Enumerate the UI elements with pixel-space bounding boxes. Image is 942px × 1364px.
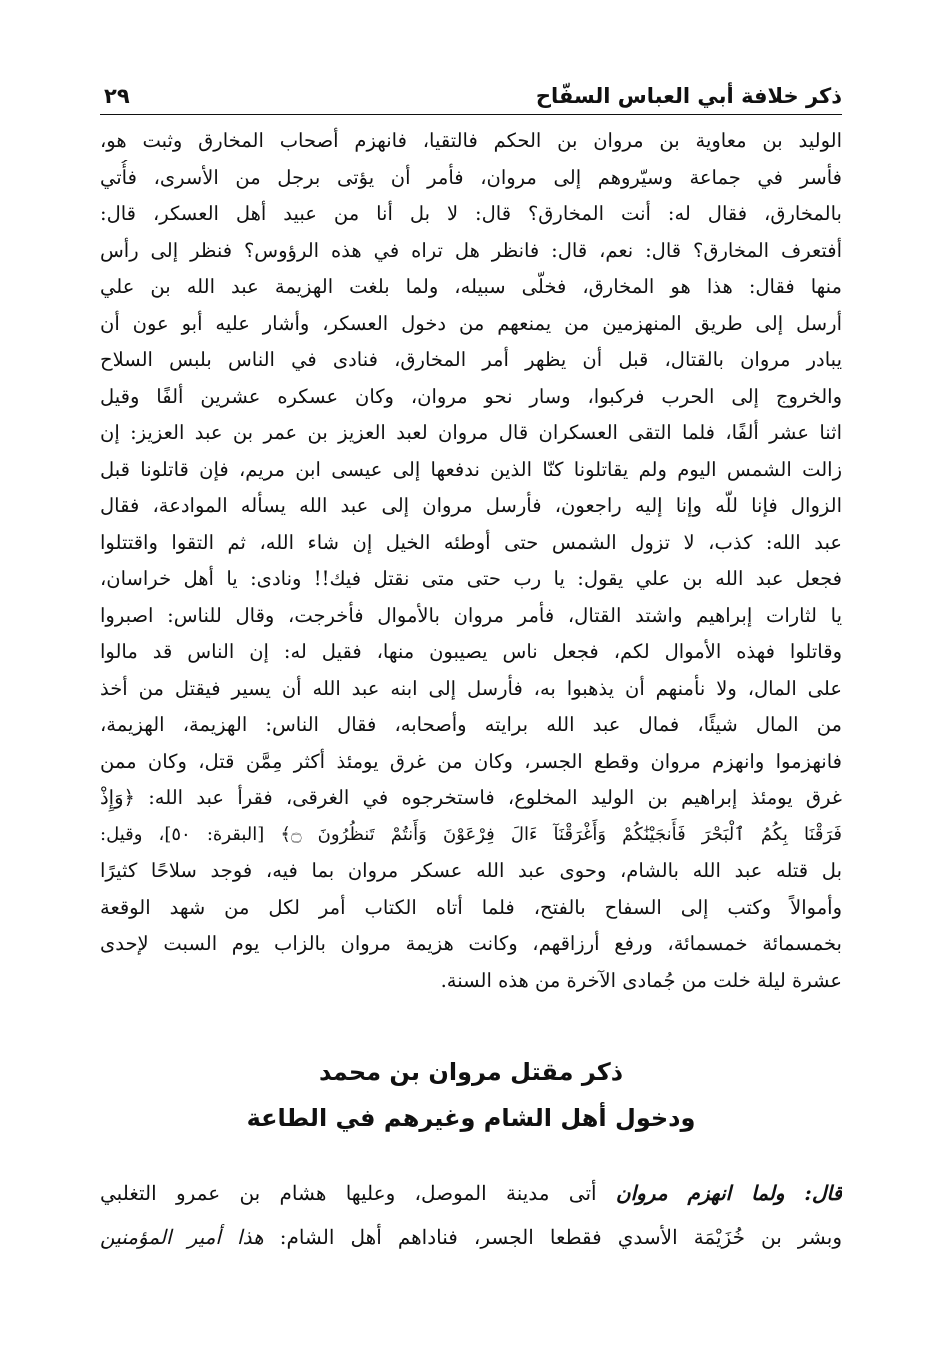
text-line: غرق يومئذ إبراهيم بن الوليد المخلوع، فاستخرجوه في الغرقى، فقرأ عبد الله: ﴿وَإِذْ (100, 786, 842, 809)
text-line: يا لثارات إبراهيم واشتد القتال، فأمر مروان بالأموال فأخرجت، وقال للناس: اصبروا (100, 603, 842, 627)
text-line: منها فقال: هذا هو المخارق، فخلّى سبيله، ولما بلغت الهزيمة عبد الله بن علي (100, 275, 842, 298)
text-line: وقاتلوا فهذه الأموال لكم، فجعل ناس يصيبون منها، فقيل له: إن الناس قد مالوا (100, 640, 842, 663)
section-quote: هذا أمير المؤمنين (100, 1225, 264, 1249)
body-text (100, 123, 842, 999)
text-line: والخروج إلى الحرب فركبوا، وسار نحو مروان، وكان عسكره عشرين ألفًا وقيل (100, 384, 842, 408)
page-number: ٢٩ (104, 84, 130, 108)
book-page (100, 78, 842, 1364)
text-line: أرسل إلى طريق المنهزمين من يمنعهم من دخول العسكر، وأشار عليه أبو عون أن (100, 311, 842, 335)
text-line: وأموالاً وكتب إلى السفاح بالفتح، فلما أتاه الكتاب أمر لكل من شهد الوقعة (100, 895, 842, 919)
section-text (100, 1171, 842, 1259)
text-line: بخمسمائة خمسمائة، ورفع أرزاقهم، وكانت هزيمة مروان بالزاب يوم السبت لإحدى (100, 932, 842, 955)
text-line: عبد الله: كذب، لا تزول الشمس حتى أوطئه الخيل إن شاء الله، ثم التقوا واقتتلوا (100, 530, 842, 554)
text-line: على المال، ولا نأمنهم أن يذهبوا به، فأرسل إلى ابنه عبد الله أن يسير فيقتل من أخذ (100, 676, 842, 700)
text-line-last: عشرة ليلة خلت من جُمادى الآخرة من هذه السنة. (440, 968, 842, 992)
text-line: فأسر في جماعة وسيّروهم إلى مروان، فأمر أن يؤتى برجل من الأسرى، فأُتي (100, 165, 842, 189)
text-line: بل قتله عبد الله بالشام، وحوى عبد الله عسكر مروان بما فيه، فوجد سلاحًا كثيرًا (100, 859, 842, 882)
text-line: فجعل عبد الله بن علي يقول: يا رب حتى متى نقتل فيك!! ونادى: يا أهل خراسان، (100, 567, 842, 590)
heading-line-2: ودخول أهل الشام وغيرهم في الطاعة (246, 1104, 696, 1132)
text-line: يبادر مروان بالقتال، قبل أن يظهر أمر المخارق، فنادى في الناس بلبس السلاح (100, 348, 842, 371)
text-line: بالمخارق، فقال له: أنت المخارق؟ قال: لا بل أنا من عبيد أهل العسكر، قال: (100, 202, 842, 225)
section-line-1-rest: أتى مدينة الموصل، وعليها هشام بن عمرو التغلبي (100, 1181, 597, 1205)
running-title: ذكر خلافة أبي العباس السفّاح (535, 84, 842, 108)
section-heading (100, 1049, 842, 1141)
text-line: أفتعرف المخارق؟ قال: نعم، قال: فانظر هل تراه في هذه الرؤوس؟ فنظر إلى رأس (100, 238, 842, 262)
text-line: اثنا عشر ألفًا، فلما التقى العسكران قال مروان لعبد العزيز بن عمر بن عبد العزيز: إن (100, 421, 842, 444)
section-line-2-start: وبشر بن خُزَيْمَة الأسدي فقطعا الجسر، فناداهم أهل الشام: (279, 1225, 842, 1249)
section-lead: قال: ولما انهزم مروان (615, 1181, 842, 1205)
text-line: الوليد بن معاوية بن مروان بن الحكم فالتقيا، فانهزم أصحاب المخارق وثبت هو، (100, 129, 842, 152)
section-line-1 (100, 1171, 842, 1215)
page-header (100, 78, 842, 115)
text-line: من المال شيئًا، فمال عبد الله برايته وأصحابه، فقال الناس: الهزيمة، الهزيمة، (100, 713, 842, 736)
text-line: فانهزموا وانهزم مروان وقطع الجسر، وكان من غرق يومئذ أكثر مِمَّن قتل، وكان ممن (100, 749, 842, 773)
quran-verse-line: فَرَقْنَا بِكُمُ ٱلْبَحْرَ فَأَنجَيْنَٰكُمْ وَأَغْرَقْنَآ ءَالَ فِرْعَوْنَ وَأَنتُمْ تَنظُرُونَ ۝﴾ [البقرة: ٥٠]، وقيل: (100, 823, 842, 845)
section-line-2 (100, 1215, 842, 1259)
heading-line-1: ذكر مقتل مروان بن محمد (318, 1058, 624, 1086)
text-line: الزوال فإنا للّه وإنا إليه راجعون، فأرسل مروان إلى عبد الله يسأله الموادعة، فقال (100, 494, 842, 517)
text-line: زالت الشمس اليوم ولم يقاتلونا كنّا الذين ندفعها إلى عيسى ابن مريم، فإن قاتلونا قبل (100, 457, 842, 481)
